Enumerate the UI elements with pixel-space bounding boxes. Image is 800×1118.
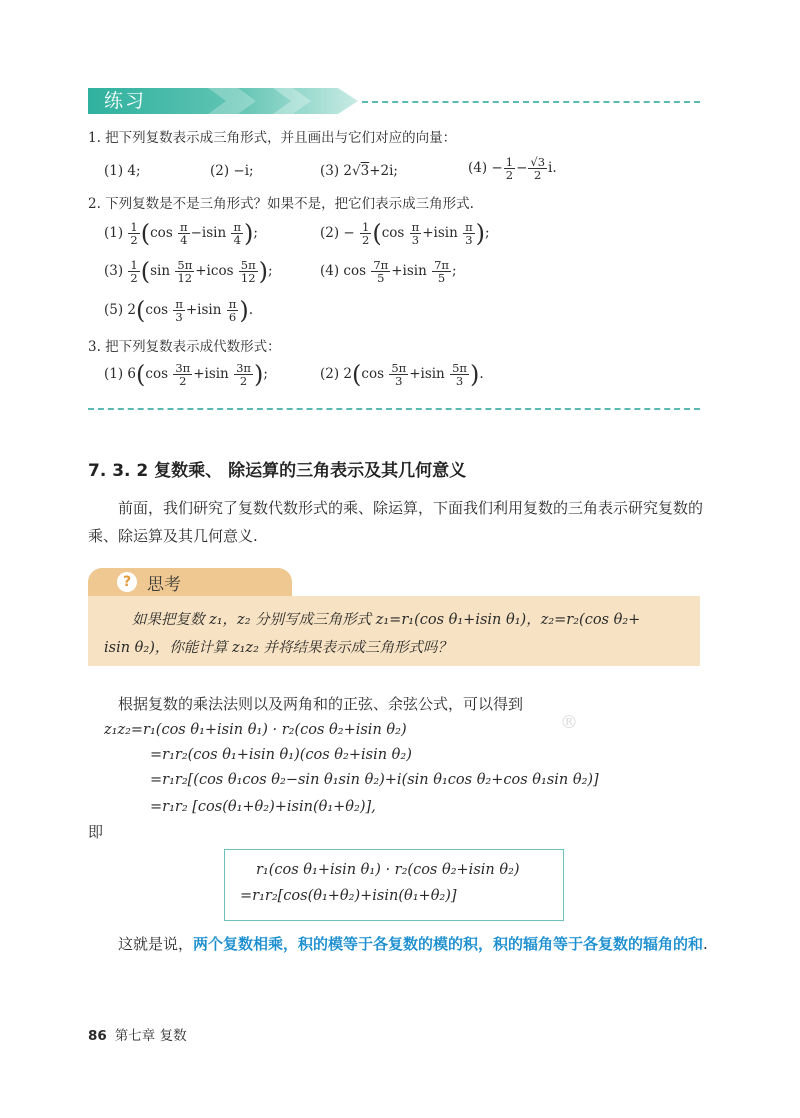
exercise-2-item-2: (2) − $\frac{1}{2}$ (cos $\frac{\pi}{3}$ +isin $\frac{\pi}{3}$ ); bbox=[320, 219, 490, 248]
watermark-mark: ® bbox=[560, 712, 578, 733]
think-text bbox=[104, 606, 694, 662]
section-intro: 前面，我们研究了复数代数形式的乘、除运算，下面我们利用复数的三角表示研究复数的乘、除运算及其几何意义. bbox=[88, 499, 704, 545]
page-number: 86 bbox=[88, 1028, 107, 1044]
ji-label: 即 bbox=[88, 823, 104, 841]
exercise-2-item-1: (1) $\frac{1}{2}$ (cos $\frac{\pi}{4}$ −isin $\frac{\pi}{4}$ ); bbox=[104, 219, 258, 248]
section-title: 7. 3. 2 复数乘、 除运算的三角表示及其几何意义 bbox=[88, 461, 467, 481]
practice-label: 练习 bbox=[104, 90, 147, 112]
exercise-1-item-4: (4) − $\frac{1}{2}$ − $\frac{√3}{2}$ i. bbox=[468, 155, 557, 182]
exercise-2-item-4: (4) cos $\frac{7\pi}{5}$ +isin $\frac{7\pi}{5}$ ; bbox=[320, 258, 457, 285]
exercise-1-item-1: (1) 4; bbox=[104, 163, 141, 179]
practice-bottom-dash bbox=[88, 408, 700, 410]
result-line-1: r₁(cos θ₁+isin θ₁) · r₂(cos θ₂+isin θ₂) bbox=[256, 862, 520, 878]
think-text-line-2: isin θ₂)，你能计算 z₁z₂ 并将结果表示成三角形式吗？ bbox=[104, 640, 452, 656]
question-icon: ? bbox=[117, 572, 137, 592]
exercise-2-text: 2. 下列复数是不是三角形式？如果不是，把它们表示成三角形式. bbox=[88, 196, 474, 212]
result-box bbox=[224, 849, 564, 921]
result-line-2: =r₁r₂[cos(θ₁+θ₂)+isin(θ₁+θ₂)] bbox=[240, 888, 457, 904]
think-label: 思考 bbox=[147, 575, 181, 595]
derivation-line-2: =r₁r₂(cos θ₁+isin θ₁)(cos θ₂+isin θ₂) bbox=[150, 747, 412, 763]
exercise-1-text: 1. 把下列复数表示成三角形式，并且画出与它们对应的向量： bbox=[88, 130, 457, 146]
derivation-line-1: z₁z₂=r₁(cos θ₁+isin θ₁) · r₂(cos θ₂+isin θ₂) bbox=[104, 722, 407, 738]
exercise-3-item-1: (1) 6(cos $\frac{3\pi}{2}$ +isin $\frac{3\pi}{2}$ ); bbox=[104, 360, 268, 389]
derivation-lead: 根据复数的乘法法则以及两角和的正弦、余弦公式，可以得到 bbox=[118, 695, 524, 713]
conclusion-pre: 这就是说， bbox=[118, 935, 194, 953]
exercise-2-item-5: (5) 2(cos $\frac{\pi}{3}$ +isin $\frac{\pi}{6}$ ). bbox=[104, 296, 253, 325]
conclusion-post: . bbox=[703, 935, 708, 953]
exercise-3-item-2: (2) 2(cos $\frac{5\pi}{3}$ +isin $\frac{5\pi}{3}$ ). bbox=[320, 360, 484, 389]
think-text-line-1: 如果把复数 z₁，z₂ 分别写成三角形式 z₁=r₁(cos θ₁+isin θ₁)，z₂=r₂(cos θ₂+ bbox=[132, 612, 641, 628]
exercise-3-text: 3. 把下列复数表示成代数形式： bbox=[88, 339, 281, 355]
chapter-label: 第七章 复数 bbox=[114, 1028, 187, 1044]
derivation-line-3: =r₁r₂[(cos θ₁cos θ₂−sin θ₁sin θ₂)+i(sin θ₁cos θ₂+cos θ₁sin θ₂)] bbox=[150, 772, 599, 788]
practice-top-dash bbox=[362, 101, 700, 103]
page-footer bbox=[88, 1024, 187, 1044]
conclusion bbox=[88, 930, 708, 958]
exercise-1-item-2: (2) −i; bbox=[210, 163, 254, 179]
exercise-2-item-3: (3) $\frac{1}{2}$ (sin $\frac{5\pi}{12}$ +icos $\frac{5\pi}{12}$ ); bbox=[104, 257, 273, 286]
derivation-line-4: =r₁r₂ [cos(θ₁+θ₂)+isin(θ₁+θ₂)], bbox=[150, 799, 376, 815]
conclusion-highlight: 两个复数相乘，积的模等于各复数的模的积，积的辐角等于各复数的辐角的和 bbox=[193, 935, 704, 953]
exercise-1-item-3: (3) 2√3+2i; bbox=[320, 163, 398, 179]
